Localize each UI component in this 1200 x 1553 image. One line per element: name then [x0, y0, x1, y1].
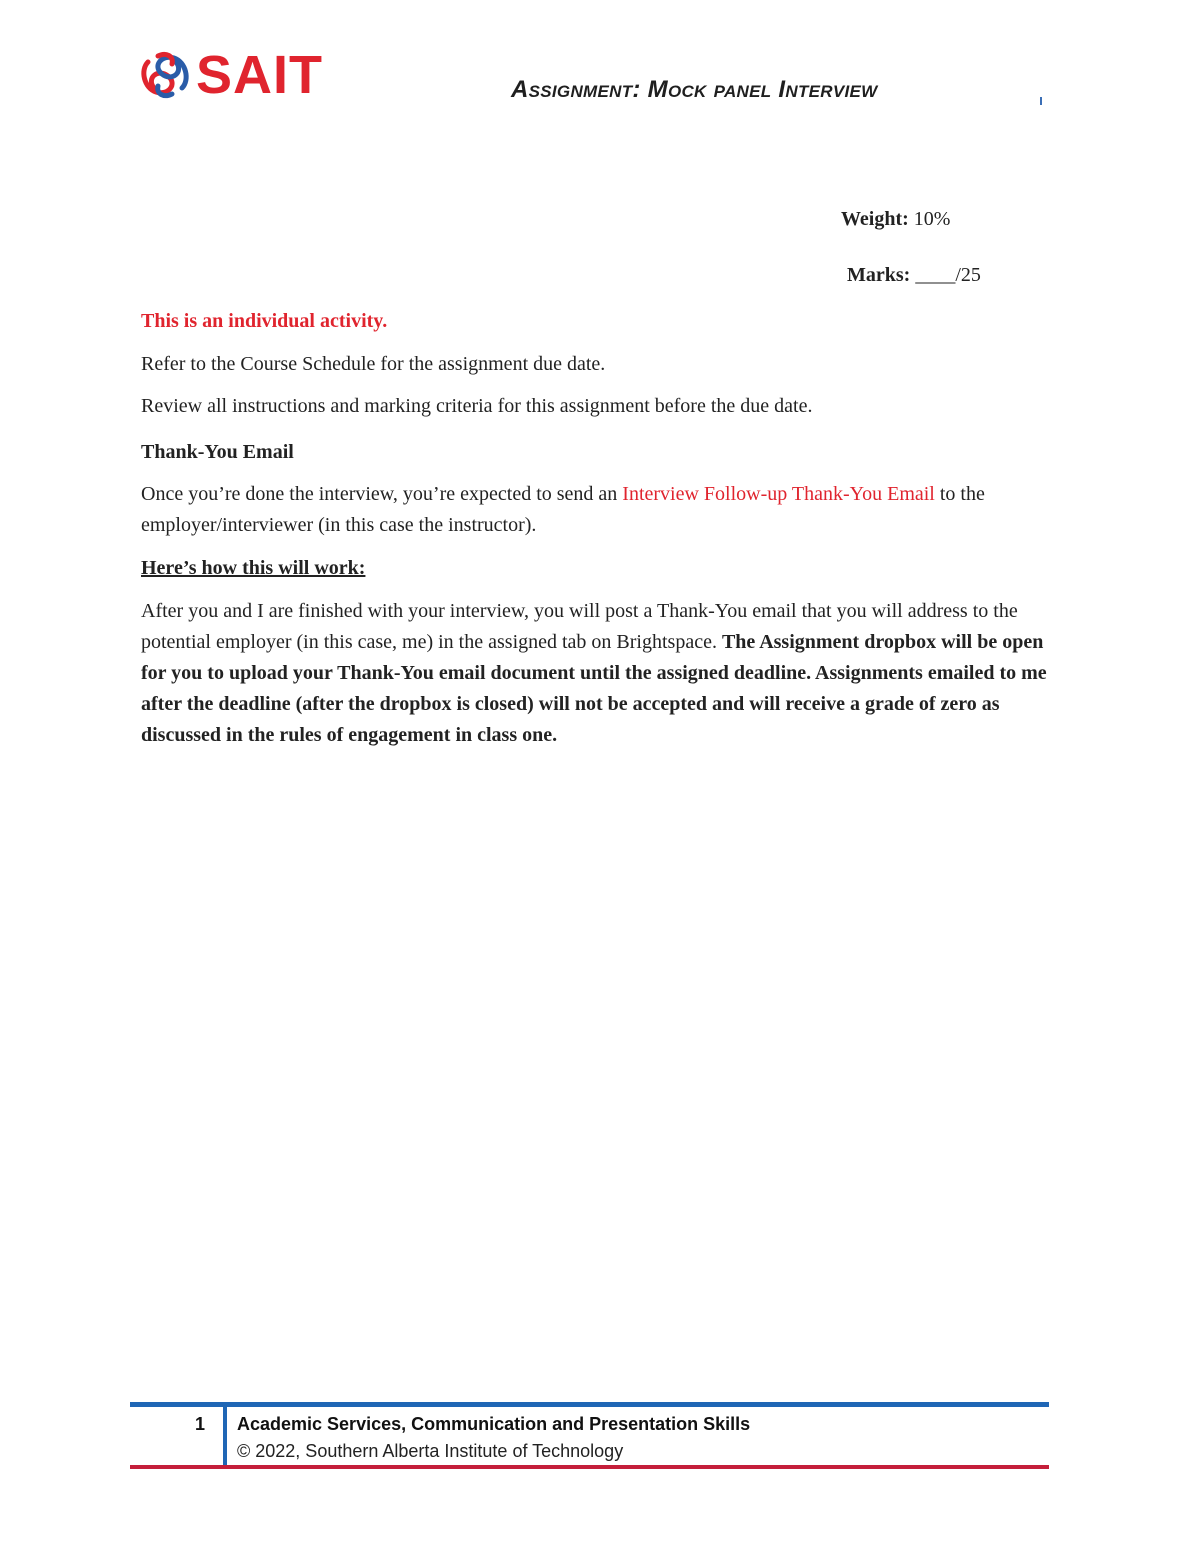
once-text-start: Once you’re done the interview, you’re expected to send an	[141, 483, 623, 505]
dropbox-notice: The Assignment dropbox will be open for you to upload your Thank-You email document until the assigned deadline. Assignments emailed to me after the deadline (after the dropbox is closed) will not be accepted and will receive a grade of zero as discussed in the rules of engagement in class one.	[141, 631, 1047, 746]
page-title: Assignment: Mock panel Interview	[511, 76, 878, 103]
page-number: 1	[195, 1414, 206, 1434]
thank-you-email-link: Interview Follow-up Thank-You Email	[622, 483, 935, 505]
marks-label: Marks:	[847, 264, 911, 286]
instructions-paragraph	[141, 596, 1056, 751]
once-paragraph	[141, 479, 1056, 541]
marks-row	[847, 264, 981, 287]
footer-copyright: © 2022, Southern Alberta Institute of Technology	[237, 1441, 624, 1461]
how-heading: Here’s how this will work:	[141, 557, 366, 579]
marks-value: ____/25	[915, 264, 981, 286]
weight-value: 10%	[913, 208, 951, 230]
review-paragraph: Review all instructions and marking criteria for this assignment before the due date.	[141, 395, 813, 417]
weight-row	[841, 208, 950, 231]
footer-top-rule	[130, 1402, 1049, 1407]
title-marker	[1040, 97, 1042, 105]
footer-course-name: Academic Services, Communication and Presentation Skills	[237, 1414, 751, 1434]
footer-divider	[223, 1407, 227, 1465]
weight-label: Weight:	[841, 208, 909, 230]
sait-knot-icon	[138, 48, 192, 102]
footer-bottom-rule	[130, 1465, 1049, 1469]
individual-notice: This is an individual activity.	[141, 310, 388, 332]
section-heading: Thank-You Email	[141, 441, 294, 463]
sait-logo	[138, 45, 324, 105]
logo-text: SAIT	[196, 45, 324, 105]
instructions-text: After you and I are finished with your interview, you will post a Thank-You email that you will address to the potential employer (in this case, me) in the assigned tab on Brightspace.	[141, 600, 1018, 653]
refer-paragraph: Refer to the Course Schedule for the assignment due date.	[141, 353, 606, 375]
assignment-body	[141, 306, 1056, 751]
once-text-end: to the employer/interviewer (in this case the instructor).	[141, 483, 985, 536]
